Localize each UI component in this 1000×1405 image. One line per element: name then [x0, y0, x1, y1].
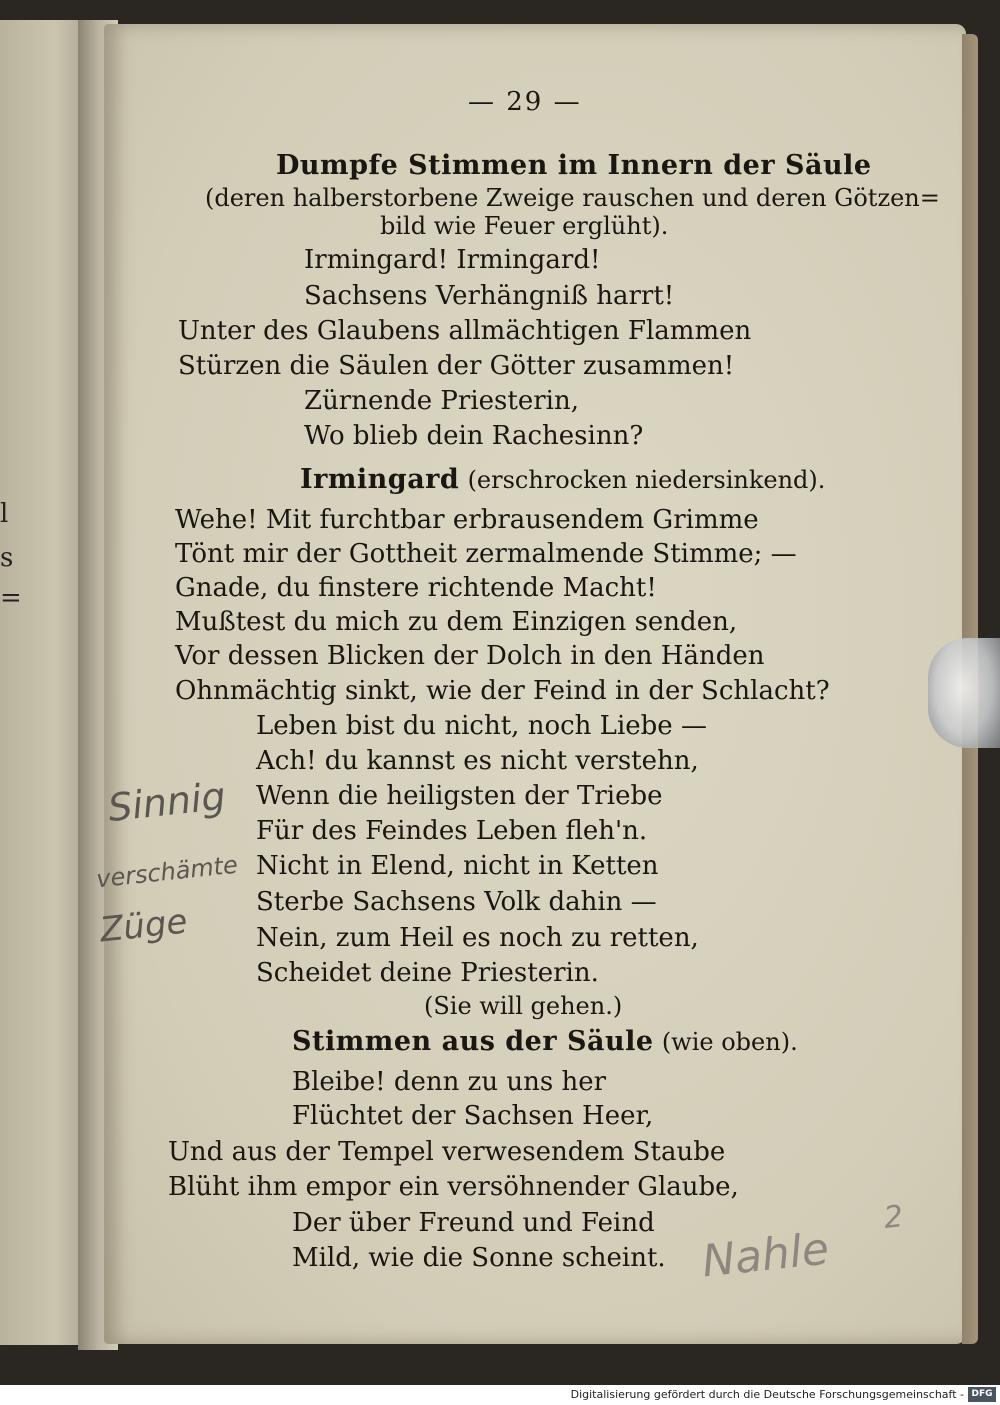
speaker-name: Irmingard: [300, 464, 460, 495]
stage-direction: (Sie will gehen.): [424, 992, 623, 1020]
verse-line: Stürzen die Säulen der Götter zusammen!: [178, 351, 735, 381]
handwritten-note: 2: [882, 1199, 905, 1236]
speaker-name: Stimmen aus der Säule: [292, 1026, 654, 1057]
verse-line: Nein, zum Heil es noch zu retten,: [256, 923, 699, 953]
verse-line: Nicht in Elend, nicht in Ketten: [256, 851, 659, 881]
dfg-logo-icon: DFG: [968, 1387, 996, 1402]
verse-line: Wenn die heiligsten der Triebe: [256, 781, 663, 811]
verse-line: Ohnmächtig sinkt, wie der Feind in der Schlacht?: [175, 676, 830, 706]
verse-line: Wo blieb dein Rachesinn?: [304, 421, 644, 451]
verse-line: Irmingard! Irmingard!: [304, 245, 601, 275]
left-fragment: =: [0, 583, 22, 613]
left-fragment: l: [0, 499, 9, 529]
page-number: — 29 —: [468, 87, 582, 117]
verse-line: Und aus der Tempel verwesendem Staube: [168, 1137, 726, 1167]
speaker-heading: [292, 1026, 798, 1058]
verse-line: Leben bist du nicht, noch Liebe —: [256, 711, 707, 741]
stage-direction: bild wie Feuer erglüht).: [380, 212, 669, 240]
stage-direction: (erschrocken niedersinkend).: [467, 466, 826, 494]
verse-line: Flüchtet der Sachsen Heer,: [292, 1101, 654, 1131]
footer-text: Digitalisierung gefördert durch die Deutsche Forschungsgemeinschaft -: [570, 1388, 964, 1401]
left-fragment: s: [0, 543, 14, 573]
stage-direction: (deren halberstorbene Zweige rauschen und deren Götzen=: [205, 184, 940, 212]
handwritten-note: verschämte: [94, 850, 240, 894]
stage-direction: (wie oben).: [661, 1028, 798, 1056]
digitization-footer: [0, 1385, 1000, 1405]
verse-line: Wehe! Mit furchtbar erbrausendem Grimme: [175, 505, 759, 535]
speaker-heading: [300, 464, 825, 496]
verse-line: Für des Feindes Leben fleh'n.: [256, 816, 648, 846]
verse-line: Zürnende Priesterin,: [304, 386, 579, 416]
verse-line: Unter des Glaubens allmächtigen Flammen: [178, 316, 752, 346]
verse-line: Blüht ihm empor ein versöhnender Glaube,: [168, 1172, 739, 1202]
verse-line: Vor dessen Blicken der Dolch in den Händen: [175, 641, 765, 671]
verse-line: Mild, wie die Sonne scheint.: [292, 1243, 666, 1273]
handwritten-note: Sinnig: [106, 773, 228, 831]
verse-line: Bleibe! denn zu uns her: [292, 1067, 607, 1097]
verse-line: Ach! du kannst es nicht verstehn,: [256, 746, 699, 776]
handwritten-note: Züge: [98, 901, 190, 951]
handwritten-note: Nahle: [699, 1223, 832, 1288]
verse-line: Mußtest du mich zu dem Einzigen senden,: [175, 607, 738, 637]
verse-line: Tönt mir der Gottheit zermalmende Stimme; —: [175, 539, 797, 569]
verse-line: Sterbe Sachsens Volk dahin —: [256, 887, 657, 917]
verse-line: Sachsens Verhängniß harrt!: [304, 281, 675, 311]
verse-line: Gnade, du finstere richtende Macht!: [175, 573, 657, 603]
verse-line: Scheidet deine Priesterin.: [256, 958, 599, 988]
section-heading: Dumpfe Stimmen im Innern der Säule: [276, 150, 872, 181]
verse-line: Der über Freund und Feind: [292, 1208, 655, 1238]
